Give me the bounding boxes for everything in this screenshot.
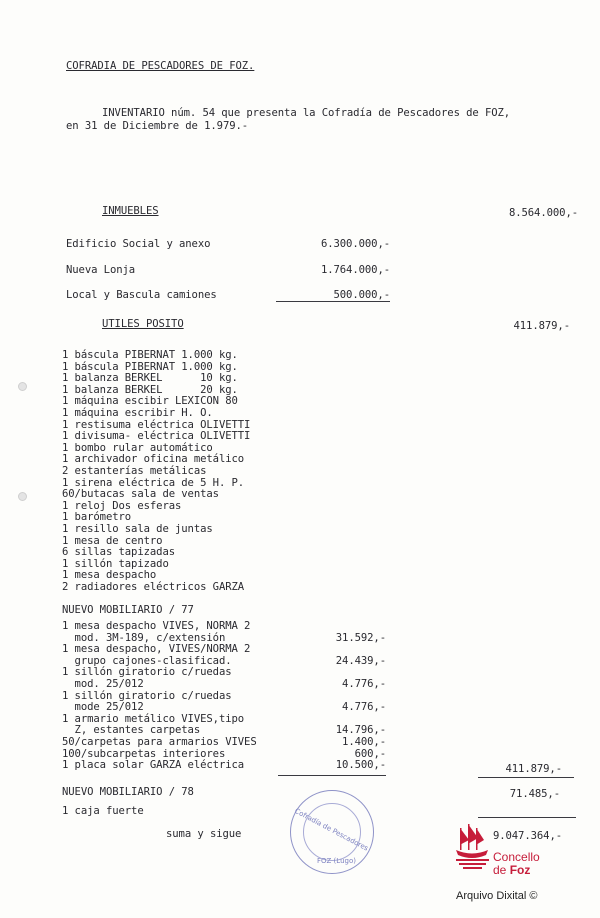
stamp-bottom-text: FOZ (Lugo) — [317, 857, 356, 865]
mob77-line: mod. 25/012 — [62, 678, 144, 690]
utiles-item: 60/butacas sala de ventas — [62, 488, 219, 501]
utiles-item: 1 resillo sala de juntas — [62, 523, 213, 535]
utiles-item: 1 máquina escibir LEXICON 80 — [62, 395, 238, 408]
utiles-item: 2 radiadores eléctricos GARZA — [62, 581, 245, 593]
mob77-line: 1 sillón giratorio c/ruedas — [62, 689, 232, 702]
utiles-item: 1 máquina escribir H. O. — [62, 407, 213, 419]
utiles-total: 411.879,- — [513, 320, 570, 332]
mob78-total: 71.485,- — [509, 788, 560, 800]
archive-label: Arquivo Dixital © — [456, 890, 538, 902]
inmueble-value: 6.300.000,- — [320, 238, 390, 250]
utiles-item: 1 sirena eléctrica de 5 H. P. — [62, 476, 245, 489]
utiles-item: 1 báscula PIBERNAT 1.000 kg. — [62, 349, 238, 361]
utiles-item: 1 reloj Dos esferas — [62, 499, 182, 512]
mob77-value: 600,- — [354, 747, 386, 760]
inmueble-label: Nueva Lonja — [66, 264, 136, 276]
logo-line-2-bold: Foz — [509, 863, 531, 877]
intro-line-2: en 31 de Diciembre de 1.979.- — [66, 120, 249, 132]
utiles-item: 1 balanza BERKEL 20 kg. — [62, 383, 238, 396]
inmuebles-heading: INMUEBLES — [102, 205, 159, 217]
document-title: COFRADIA DE PESCADORES DE FOZ. — [66, 60, 255, 72]
logo-line-1: Concello — [493, 850, 540, 864]
inmuebles-sum-rule — [276, 301, 390, 302]
inmueble-label: Local y Bascula camiones — [66, 289, 217, 301]
mob77-line: 1 mesa despacho, VIVES/NORMA 2 — [62, 643, 251, 656]
mob77-sum-rule — [278, 775, 386, 776]
mob77-line: 50/carpetas para armarios VIVES — [62, 736, 257, 748]
mob78-item: 1 caja fuerte — [62, 805, 144, 817]
mob77-value: 1.400,- — [342, 736, 386, 748]
utiles-item: 1 balanza BERKEL 10 kg. — [62, 372, 238, 385]
grand-total: 9.047.364,- — [492, 830, 562, 842]
punch-hole-bottom — [18, 492, 27, 501]
utiles-item: 1 restisuma eléctrica OLIVETTI — [62, 418, 251, 431]
cofradia-stamp — [290, 790, 374, 874]
mob77-line: 1 sillón giratorio c/ruedas — [62, 666, 232, 679]
logo-line-2 — [493, 864, 540, 877]
utiles-item: 1 divisuma- eléctrica OLIVETTI — [62, 430, 251, 443]
stamp-top-text: Cofradía de Pescadores — [293, 807, 370, 853]
mob77-value: 4.776,- — [342, 678, 386, 690]
utiles-item: 6 sillas tapizadas — [62, 546, 176, 559]
mob77-total: 411.879,- — [505, 763, 562, 775]
utiles-item: 1 archivador oficina metálico — [62, 453, 245, 466]
punch-hole-top — [18, 382, 27, 391]
inmueble-value: 1.764.000,- — [320, 264, 390, 276]
mob77-line: 1 armario metálico VIVES,tipo — [62, 712, 245, 725]
logo-text — [493, 851, 540, 877]
utiles-item: 1 mesa despacho — [62, 569, 157, 582]
logo-line-2-prefix: de — [493, 863, 510, 877]
mob77-value: 14.796,- — [335, 724, 386, 737]
mob77-line: 1 mesa despacho VIVES, NORMA 2 — [62, 620, 251, 632]
utiles-item: 1 barómetro — [62, 511, 132, 524]
utiles-heading: UTILES POSITO — [102, 318, 184, 330]
mob77-value: 4.776,- — [342, 701, 386, 714]
utiles-item: 1 bombo rular automático — [62, 441, 213, 454]
grand-total-rule — [478, 817, 576, 818]
mob77-line: 1 placa solar GARZA eléctrica — [62, 759, 245, 772]
mob77-line: mod. 3M-189, c/extensión — [62, 631, 226, 644]
inmueble-value: 500.000,- — [333, 289, 390, 301]
suma-y-sigue: suma y sigue — [166, 828, 242, 840]
mob77-total-rule — [478, 777, 574, 778]
mob78-heading: NUEVO MOBILIARIO / 78 — [62, 786, 194, 798]
inmuebles-total: 8.564.000,- — [508, 207, 578, 219]
mob77-value: 10.500,- — [335, 759, 386, 772]
mob77-value: 31.592,- — [335, 631, 386, 644]
utiles-item: 1 báscula PIBERNAT 1.000 kg. — [62, 360, 238, 373]
intro-line-1: INVENTARIO núm. 54 que presenta la Cofradía de Pescadores de FOZ, — [102, 107, 511, 119]
mob77-line: Z, estantes carpetas — [62, 724, 201, 737]
mob77-heading: NUEVO MOBILIARIO / 77 — [62, 604, 194, 616]
mob77-line: 100/subcarpetas interiores — [62, 747, 226, 760]
mob77-line: mode 25/012 — [62, 701, 144, 714]
mob77-line: grupo cajones-clasificad. — [62, 654, 232, 667]
utiles-item: 1 mesa de centro — [62, 534, 163, 547]
mob77-value: 24.439,- — [335, 654, 386, 667]
inmueble-label: Edificio Social y anexo — [66, 238, 211, 250]
utiles-item: 2 estanterías metálicas — [62, 465, 207, 477]
utiles-item: 1 sillón tapizado — [62, 557, 169, 570]
